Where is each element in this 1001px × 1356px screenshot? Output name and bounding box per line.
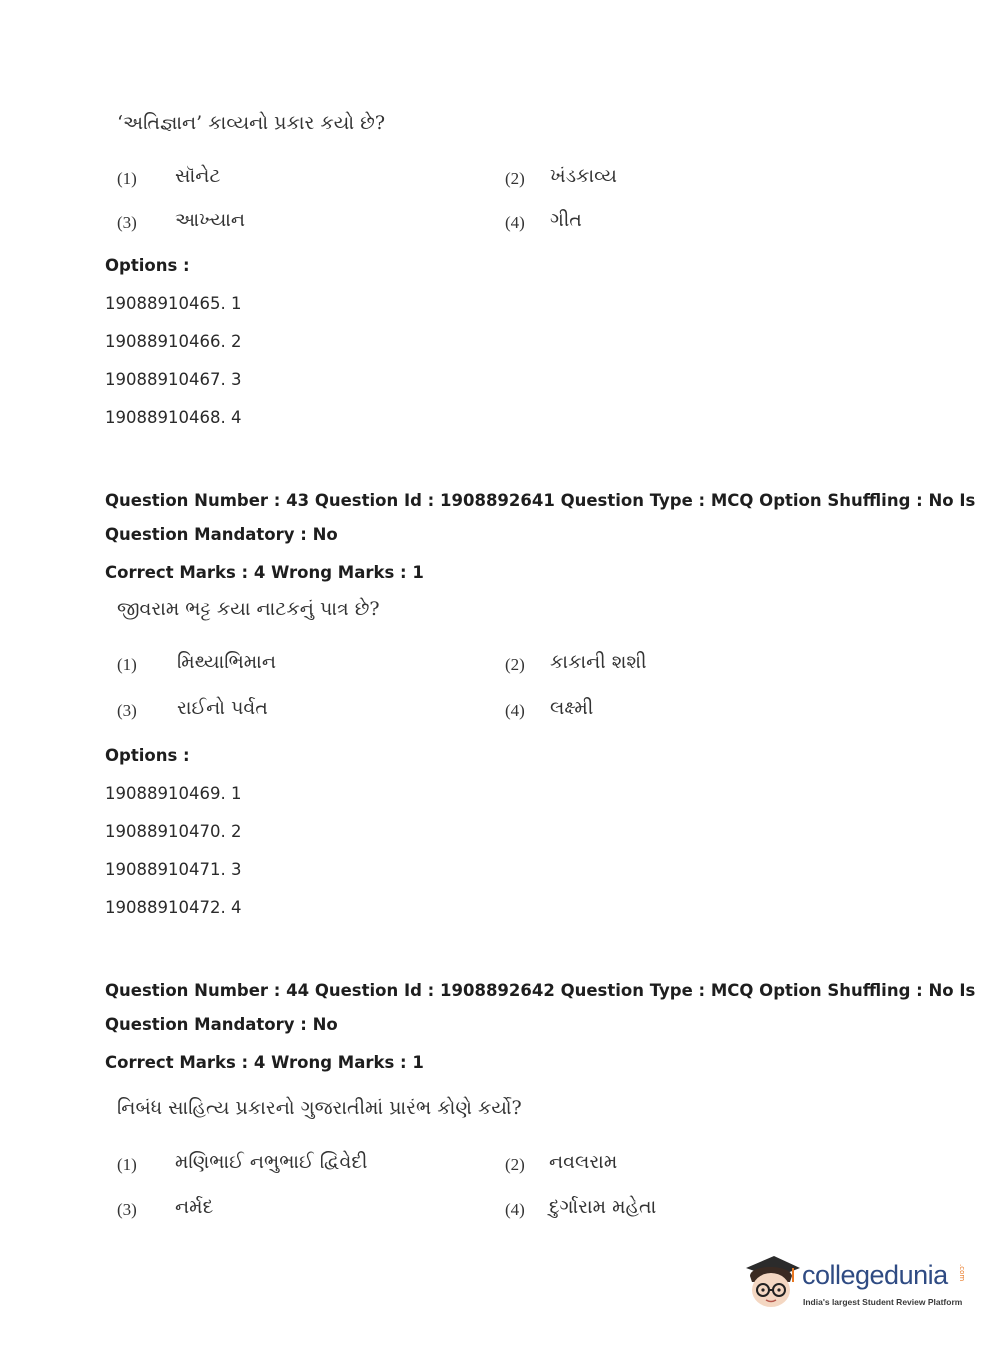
option-id: 19088910470. 2 bbox=[105, 822, 242, 841]
option-text: લક્ષ્મી bbox=[550, 697, 594, 719]
collegedunia-logo bbox=[740, 1250, 970, 1318]
option-number: (3) bbox=[117, 701, 137, 720]
option-text: આખ્યાન bbox=[175, 209, 246, 231]
question-text: જીવરામ ભટ્ટ કયા નાટકનું પાત્ર છે? bbox=[117, 598, 380, 620]
option-id: 19088910465. 1 bbox=[105, 294, 242, 313]
option-number: (1) bbox=[117, 1155, 137, 1174]
option-number: (4) bbox=[505, 1200, 525, 1219]
option-id: 19088910471. 3 bbox=[105, 860, 242, 879]
option-text: મણિભાઈ નભુભાઈ દ્વિવેદી bbox=[175, 1151, 368, 1173]
mascot-icon bbox=[740, 1250, 802, 1312]
options-label: Options : bbox=[105, 746, 190, 765]
option-text: મિથ્યાભિમાન bbox=[177, 651, 276, 673]
option-text: ગીત bbox=[550, 209, 582, 231]
question-marks: Correct Marks : 4 Wrong Marks : 1 bbox=[105, 1053, 424, 1072]
options-label: Options : bbox=[105, 256, 190, 275]
question-text: નિબંધ સાહિત્ય પ્રકારનો ગુજરાતીમાં પ્રારંભ કોણે કર્યો? bbox=[117, 1097, 522, 1119]
logo-tagline: India's largest Student Review Platform bbox=[803, 1297, 963, 1307]
question-header: Question Number : 43 Question Id : 1908892641 Question Type : MCQ Option Shuffling : No Is bbox=[105, 491, 976, 510]
option-number: (1) bbox=[117, 655, 137, 674]
option-text: નવલરામ bbox=[549, 1151, 618, 1173]
question-mandatory: Question Mandatory : No bbox=[105, 1015, 338, 1034]
option-text: રાઈનો પર્વત bbox=[177, 697, 268, 719]
option-number: (4) bbox=[505, 701, 525, 720]
question-header: Question Number : 44 Question Id : 1908892642 Question Type : MCQ Option Shuffling : No Is bbox=[105, 981, 976, 1000]
option-text: કાકાની શશી bbox=[550, 651, 647, 673]
option-id: 19088910467. 3 bbox=[105, 370, 242, 389]
option-number: (3) bbox=[117, 1200, 137, 1219]
option-number: (4) bbox=[505, 213, 525, 232]
option-number: (3) bbox=[117, 213, 137, 232]
option-text: સૉનેટ bbox=[175, 165, 221, 187]
logo-wordmark: collegedunia bbox=[802, 1260, 948, 1290]
option-text: દુર્ગારામ મહેતા bbox=[549, 1196, 657, 1218]
question-mandatory: Question Mandatory : No bbox=[105, 525, 338, 544]
option-text: નર્મદ bbox=[175, 1196, 214, 1218]
option-id: 19088910469. 1 bbox=[105, 784, 242, 803]
logo-domain: .com bbox=[958, 1264, 966, 1282]
option-id: 19088910466. 2 bbox=[105, 332, 242, 351]
option-id: 19088910468. 4 bbox=[105, 408, 242, 427]
option-number: (2) bbox=[505, 1155, 525, 1174]
option-number: (1) bbox=[117, 169, 137, 188]
question-marks: Correct Marks : 4 Wrong Marks : 1 bbox=[105, 563, 424, 582]
option-text: ખંડકાવ્ય bbox=[550, 165, 617, 187]
option-id: 19088910472. 4 bbox=[105, 898, 242, 917]
question-text: ‘અતિજ્ઞાન’ કાવ્યનો પ્રકાર કયો છે? bbox=[117, 112, 386, 134]
option-number: (2) bbox=[505, 655, 525, 674]
option-number: (2) bbox=[505, 169, 525, 188]
